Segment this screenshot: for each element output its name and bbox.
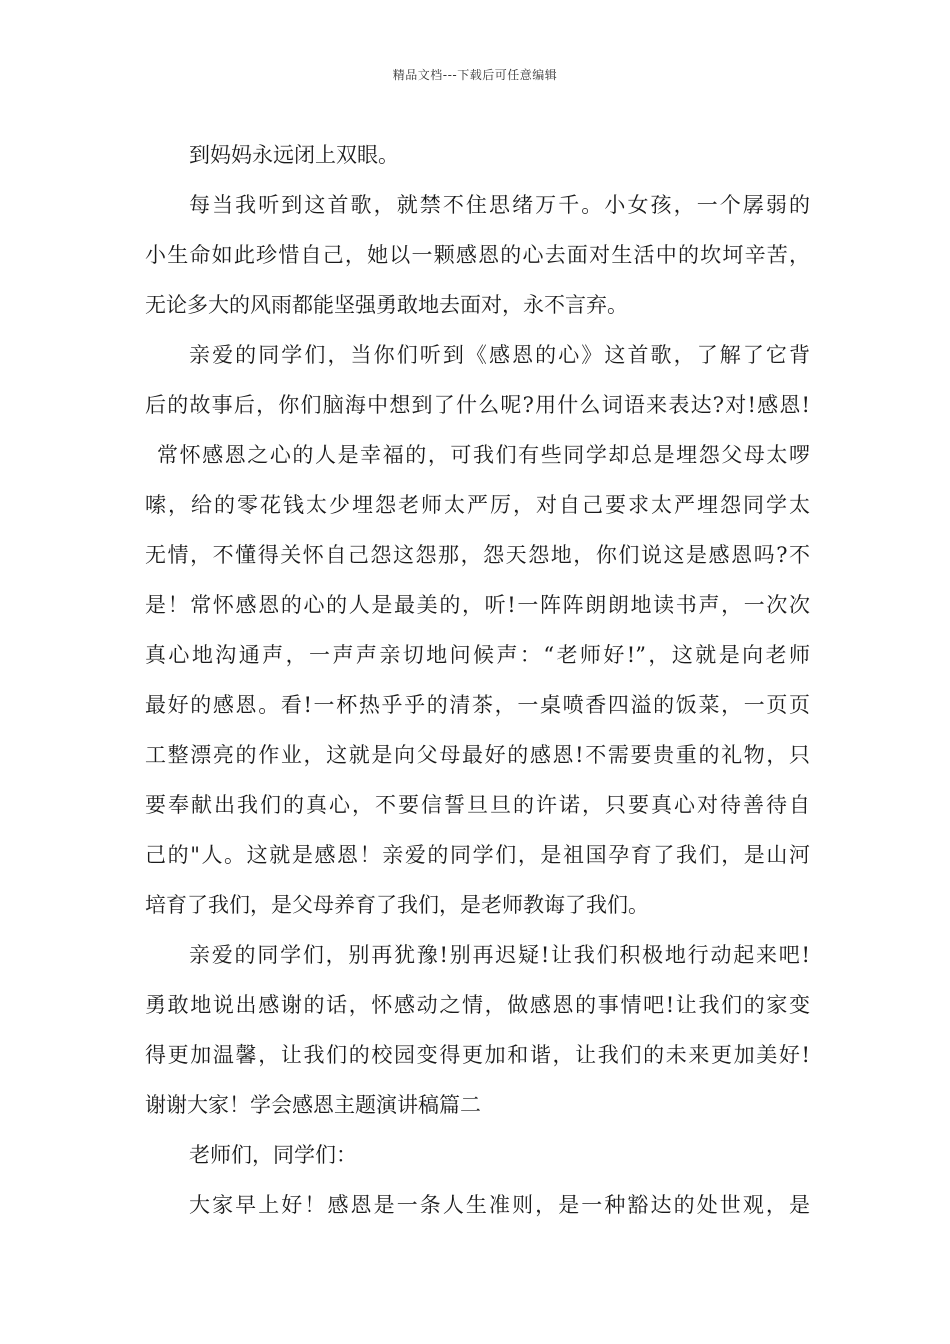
text-line: 小生命如此珍惜自己，她以一颗感恩的心去面对生活中的坎坷辛苦， [145,243,810,267]
text-line: 老师们，同学们： [189,1143,357,1167]
text-line: 后的故事后，你们脑海中想到了什么呢?用什么词语来表达?对!感恩! [145,393,810,417]
text-line: 要奉献出我们的真心，不要信誓旦旦的许诺，只要真心对待善待自 [145,793,810,817]
text-line: 嗦，给的零花钱太少埋怨老师太严厉，对自己要求太严埋怨同学太 [145,493,810,517]
text-line: 得更加温馨，让我们的校园变得更加和谐，让我们的未来更加美好! [145,1043,810,1067]
text-line: 培育了我们，是父母养育了我们，是老师教诲了我们。 [145,893,649,917]
text-line: 工整漂亮的作业，这就是向父母最好的感恩!不需要贵重的礼物，只 [145,743,810,767]
text-line: 大家早上好！感恩是一条人生准则，是一种豁达的处世观，是 [189,1193,810,1217]
document-body [145,130,810,1230]
text-line: 无论多大的风雨都能坚强勇敢地去面对，永不言弃。 [145,293,628,317]
text-line: 谢谢大家！学会感恩主题演讲稿篇二 [145,1093,481,1117]
text-line: 勇敢地说出感谢的话，怀感动之情，做感恩的事情吧!让我们的家变 [145,993,810,1017]
page-header: 精品文档---下载后可任意编辑 [392,68,558,82]
text-line: 常怀感恩之心的人是幸福的，可我们有些同学却总是埋怨父母太啰 [157,443,810,467]
text-line: 真心地沟通声，一声声亲切地问候声：“老师好!”，这就是向老师 [145,643,810,667]
text-line: 每当我听到这首歌，就禁不住思绪万千。小女孩，一个孱弱的 [189,193,810,217]
text-line: 是！常怀感恩的心的人是最美的，听!一阵阵朗朗地读书声，一次次 [145,593,810,617]
text-line: 到妈妈永远闭上双眼。 [189,143,399,167]
text-line: 无情，不懂得关怀自己怨这怨那，怨天怨地，你们说这是感恩吗?不 [145,543,810,567]
text-line: 己的"人。这就是感恩！亲爱的同学们，是祖国孕育了我们，是山河 [145,843,810,867]
text-line: 最好的感恩。看!一杯热乎乎的清茶，一桌喷香四溢的饭菜，一页页 [145,693,810,717]
text-line: 亲爱的同学们，当你们听到《感恩的心》这首歌，了解了它背 [189,343,810,367]
text-line: 亲爱的同学们，别再犹豫!别再迟疑!让我们积极地行动起来吧! [189,943,810,967]
